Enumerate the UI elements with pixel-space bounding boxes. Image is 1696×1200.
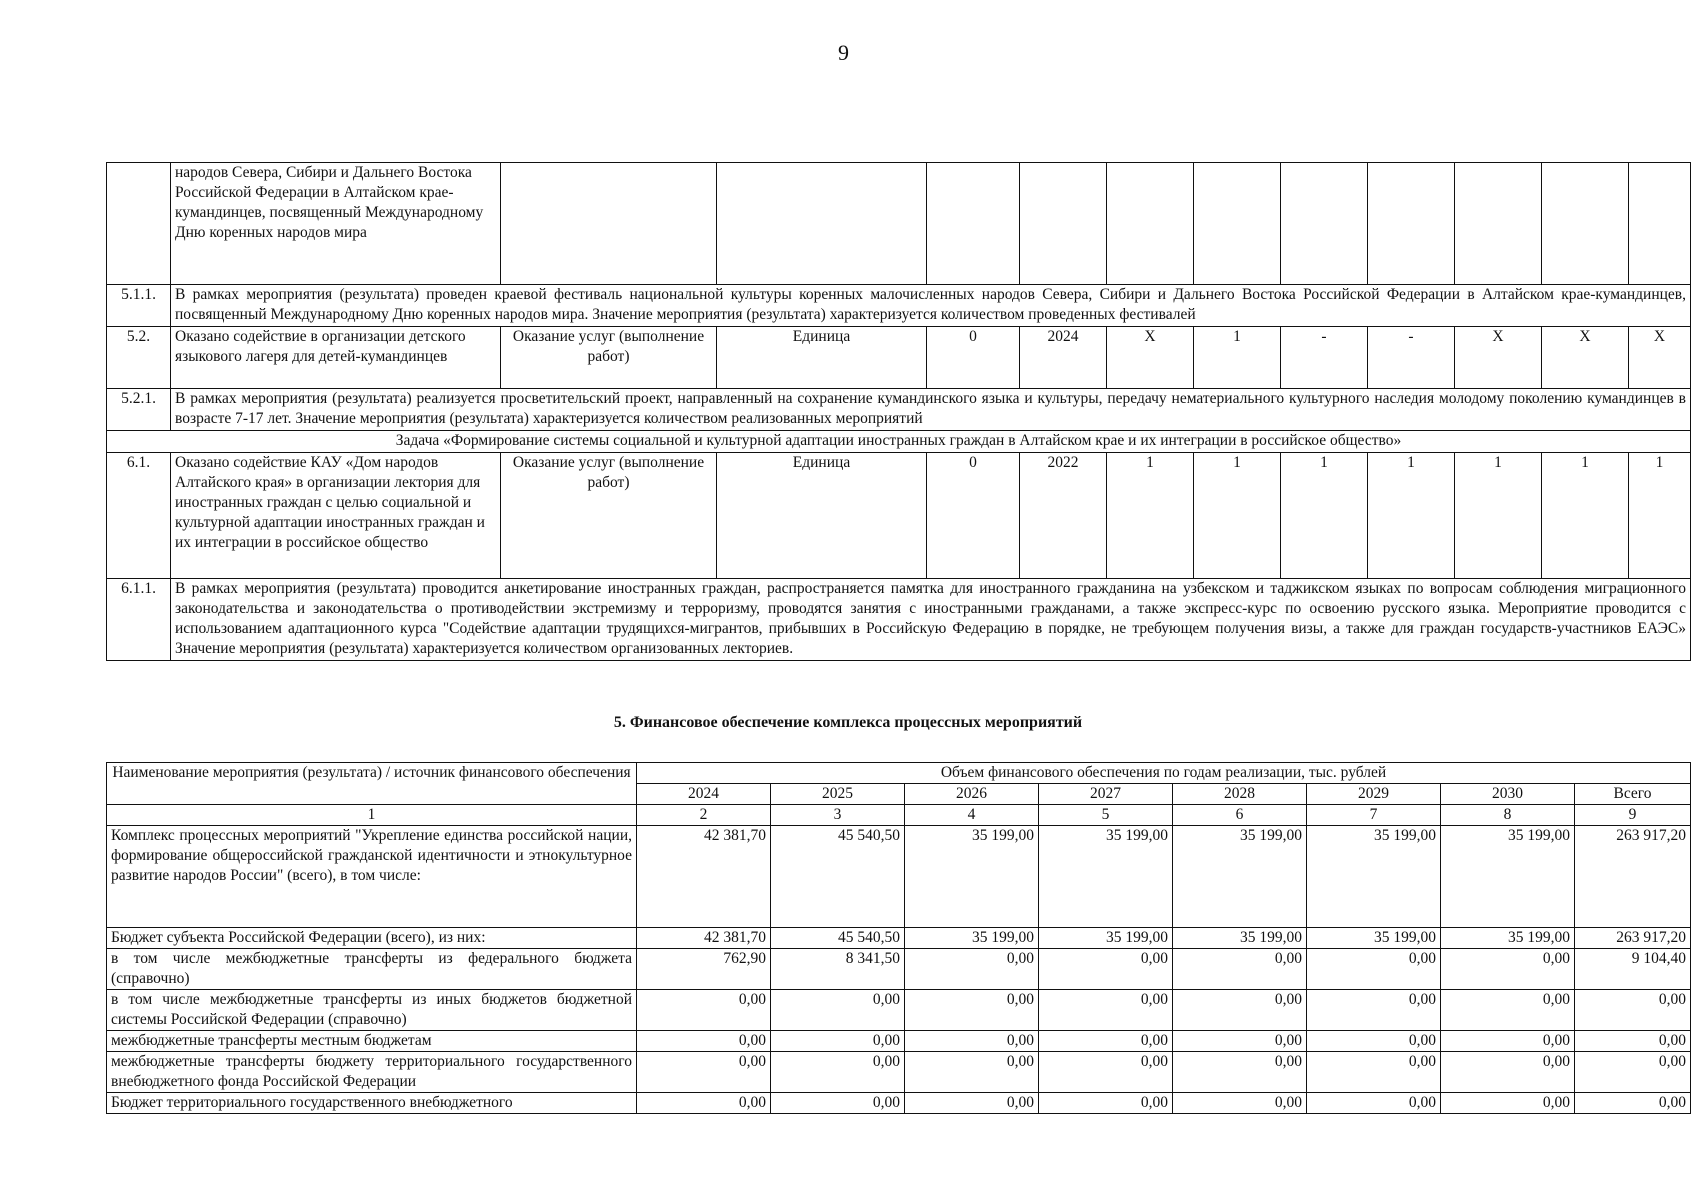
row-label: в том числе межбюджетные трансферты из федерального бюджета (справочно): [107, 949, 637, 990]
year-value: 1: [1542, 453, 1629, 579]
amount-cell: 0,00: [637, 1052, 771, 1093]
amount-cell: 35 199,00: [905, 928, 1039, 949]
activity-description: В рамках мероприятия (результата) реализуется просветительский проект, направленный на сохранение кумандинского языка и культуры, передачу нематериального культурного наследия молодому поколению кумандинцев в возрасте 7-17 лет. Значение мероприятия (результата) характеризуется количеством реализованных мероприятий: [171, 389, 1691, 431]
amount-cell: 762,90: [637, 949, 771, 990]
year-value: -: [1368, 327, 1455, 389]
table-row: [107, 990, 1691, 1031]
activity-name: народов Севера, Сибири и Дальнего Востока Российской Федерации в Алтайском крае-кумандинцев, посвященный Международному Дню коренных народов мира: [171, 163, 501, 285]
table-row: [107, 431, 1691, 453]
year-value: 1: [1281, 453, 1368, 579]
amount-cell: 0,00: [1441, 1031, 1575, 1052]
amount-cell: 0,00: [637, 1031, 771, 1052]
amount-cell: 0,00: [637, 990, 771, 1031]
row-label: Комплекс процессных мероприятий "Укрепление единства российской нации, формирование общероссийской гражданской идентичности и этнокультурное развитие народов России" (всего), в том числе:: [107, 826, 637, 928]
year-value: 1: [1629, 453, 1691, 579]
finance-table: [106, 762, 1691, 1114]
row-number: 6.1.1.: [107, 579, 171, 661]
amount-cell: 263 917,20: [1575, 928, 1691, 949]
table-row: [107, 928, 1691, 949]
activities-table: [106, 162, 1691, 661]
amount-cell: 0,00: [1441, 1052, 1575, 1093]
amount-cell: 42 381,70: [637, 826, 771, 928]
row-number: 6.1.: [107, 453, 171, 579]
amount-cell: 0,00: [1307, 1052, 1441, 1093]
year-value: -: [1281, 327, 1368, 389]
column-number: 4: [905, 805, 1039, 826]
column-number: 2: [637, 805, 771, 826]
row-number: 5.1.1.: [107, 285, 171, 327]
amount-cell: 0,00: [1307, 949, 1441, 990]
column-number: 9: [1575, 805, 1691, 826]
column-number: 6: [1173, 805, 1307, 826]
task-heading: Задача «Формирование системы социальной и культурной адаптации иностранных граждан в Алтайском крае и их интеграции в российское общество»: [107, 431, 1691, 453]
amount-cell: 0,00: [1173, 1093, 1307, 1114]
row-number: 5.2.: [107, 327, 171, 389]
year-header: 2030: [1441, 784, 1575, 805]
table-row: [107, 1052, 1691, 1093]
amount-cell: 0,00: [1575, 990, 1691, 1031]
activity-name: Оказано содействие в организации детского языкового лагеря для детей-кумандинцев: [171, 327, 501, 389]
year-value: 1: [1194, 327, 1281, 389]
row-label: Бюджет субъекта Российской Федерации (всего), из них:: [107, 928, 637, 949]
amount-cell: 0,00: [1039, 990, 1173, 1031]
year-value: 1: [1194, 453, 1281, 579]
table-row: [107, 327, 1691, 389]
base-value: 0: [927, 453, 1020, 579]
amount-cell: 35 199,00: [1441, 826, 1575, 928]
amount-cell: 45 540,50: [771, 826, 905, 928]
column-number: 5: [1039, 805, 1173, 826]
year-value: 1: [1368, 453, 1455, 579]
table-row: [107, 453, 1691, 579]
amount-cell: 0,00: [1307, 1093, 1441, 1114]
finance-rows: [107, 826, 1691, 1114]
amount-cell: 0,00: [1441, 949, 1575, 990]
table-row: [107, 1093, 1691, 1114]
amount-cell: 42 381,70: [637, 928, 771, 949]
row-label: в том числе межбюджетные трансферты из иных бюджетов бюджетной системы Российской Федерации (справочно): [107, 990, 637, 1031]
base-year: 2022: [1020, 453, 1107, 579]
year-header: 2028: [1173, 784, 1307, 805]
amount-cell: 0,00: [1173, 949, 1307, 990]
amount-cell: 0,00: [1441, 990, 1575, 1031]
amount-cell: 0,00: [1173, 1031, 1307, 1052]
header-volume: Объем финансового обеспечения по годам реализации, тыс. рублей: [637, 763, 1691, 784]
amount-cell: 0,00: [1039, 949, 1173, 990]
amount-cell: 35 199,00: [1039, 928, 1173, 949]
amount-cell: 0,00: [905, 1093, 1039, 1114]
activity-name: Оказано содействие КАУ «Дом народов Алтайского края» в организации лектория для иностранных граждан с целью социальной и культурной адаптации иностранных граждан и их интеграции в российское общество: [171, 453, 501, 579]
amount-cell: 9 104,40: [1575, 949, 1691, 990]
table-row: [107, 163, 1691, 285]
amount-cell: 0,00: [771, 1031, 905, 1052]
base-year: 2024: [1020, 327, 1107, 389]
year-value: 1: [1455, 453, 1542, 579]
year-header: 2025: [771, 784, 905, 805]
header-row: [107, 763, 1691, 784]
table-row: [107, 389, 1691, 431]
table-row: [107, 285, 1691, 327]
year-value: Х: [1455, 327, 1542, 389]
amount-cell: 0,00: [1039, 1031, 1173, 1052]
table-row: [107, 826, 1691, 928]
amount-cell: 0,00: [1575, 1031, 1691, 1052]
unit: Единица: [717, 327, 927, 389]
amount-cell: 35 199,00: [1173, 928, 1307, 949]
unit: Единица: [717, 453, 927, 579]
amount-cell: 0,00: [1441, 1093, 1575, 1114]
year-value: Х: [1542, 327, 1629, 389]
row-label: межбюджетные трансферты местным бюджетам: [107, 1031, 637, 1052]
activity-description: В рамках мероприятия (результата) проводится анкетирование иностранных граждан, распространяется памятка для иностранного гражданина на узбекском и таджикском языках по вопросам соблюдения миграционного законодательства и законодательства о противодействии экстремизму и терроризму, проводятся занятия с иностранными гражданами, а также экспресс-курс по освоению русского языка. Мероприятие проводится с использованием адаптационного курса "Содействие адаптации трудящихся-мигрантов, прибывших в Российскую Федерацию в порядке, не требующем получения визы, а также для граждан государств-участников ЕАЭС» Значение мероприятия (результата) характеризуется количеством организованных лекториев.: [171, 579, 1691, 661]
row-label: Бюджет территориального государственного внебюджетного: [107, 1093, 637, 1114]
activity-type: Оказание услуг (выполнение работ): [501, 453, 717, 579]
amount-cell: 0,00: [1575, 1052, 1691, 1093]
amount-cell: 35 199,00: [1039, 826, 1173, 928]
amount-cell: 35 199,00: [1307, 928, 1441, 949]
column-number: 1: [107, 805, 637, 826]
year-header: 2026: [905, 784, 1039, 805]
year-value: Х: [1629, 327, 1691, 389]
amount-cell: 8 341,50: [771, 949, 905, 990]
amount-cell: 0,00: [1307, 1031, 1441, 1052]
amount-cell: 0,00: [905, 949, 1039, 990]
section-title: 5. Финансовое обеспечение комплекса процессных мероприятий: [613, 714, 1083, 731]
amount-cell: 0,00: [1307, 990, 1441, 1031]
amount-cell: 35 199,00: [905, 826, 1039, 928]
amount-cell: 0,00: [1039, 1093, 1173, 1114]
amount-cell: 0,00: [905, 1031, 1039, 1052]
year-header: Всего: [1575, 784, 1691, 805]
amount-cell: 0,00: [771, 990, 905, 1031]
row-label: межбюджетные трансферты бюджету территориального государственного внебюджетного фонда Российской Федерации: [107, 1052, 637, 1093]
column-number: 3: [771, 805, 905, 826]
table-row: [107, 1031, 1691, 1052]
amount-cell: 0,00: [905, 990, 1039, 1031]
column-number-row: [107, 805, 1691, 826]
column-number: 8: [1441, 805, 1575, 826]
amount-cell: 0,00: [771, 1052, 905, 1093]
amount-cell: 0,00: [1173, 990, 1307, 1031]
year-value: 1: [1107, 453, 1194, 579]
amount-cell: 35 199,00: [1441, 928, 1575, 949]
amount-cell: 35 199,00: [1173, 826, 1307, 928]
amount-cell: 0,00: [771, 1093, 905, 1114]
activity-description: В рамках мероприятия (результата) проведен краевой фестиваль национальной культуры коренных малочисленных народов Севера, Сибири и Дальнего Востока Российской Федерации в Алтайском крае-кумандинцев, посвященный Международному Дню коренных народов мира. Значение мероприятия (результата) характеризуется количеством проведенных фестивалей: [171, 285, 1691, 327]
amount-cell: 0,00: [905, 1052, 1039, 1093]
header-name: Наименование мероприятия (результата) / источник финансового обеспечения: [107, 763, 637, 805]
amount-cell: 45 540,50: [771, 928, 905, 949]
table-row: [107, 949, 1691, 990]
amount-cell: 0,00: [1173, 1052, 1307, 1093]
column-number: 7: [1307, 805, 1441, 826]
amount-cell: 0,00: [1039, 1052, 1173, 1093]
row-number: 5.2.1.: [107, 389, 171, 431]
amount-cell: 0,00: [637, 1093, 771, 1114]
amount-cell: 263 917,20: [1575, 826, 1691, 928]
activity-type: Оказание услуг (выполнение работ): [501, 327, 717, 389]
year-header: 2029: [1307, 784, 1441, 805]
amount-cell: 0,00: [1575, 1093, 1691, 1114]
amount-cell: 35 199,00: [1307, 826, 1441, 928]
page-number: 9: [838, 40, 849, 65]
year-header: 2024: [637, 784, 771, 805]
base-value: 0: [927, 327, 1020, 389]
table-row: [107, 579, 1691, 661]
year-header: 2027: [1039, 784, 1173, 805]
year-value: Х: [1107, 327, 1194, 389]
